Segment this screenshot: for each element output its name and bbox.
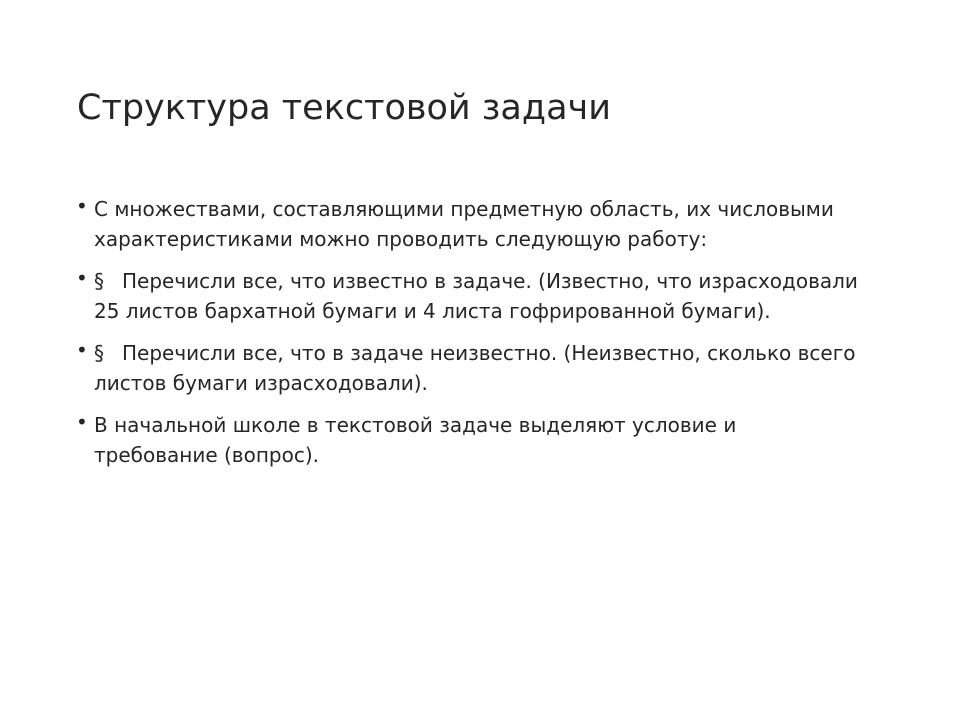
bullet-item — [76, 194, 866, 254]
section-marker: § — [94, 269, 104, 293]
section-marker: § — [94, 341, 104, 365]
bullet-list — [76, 194, 866, 482]
slide-title: Структура текстовой задачи — [77, 88, 611, 128]
bullet-item — [76, 266, 866, 326]
bullet-text: С множествами, составляющими предметную область, их числовыми характеристиками можно проводить следующую работу: — [94, 197, 834, 251]
bullet-item — [76, 338, 866, 398]
bullet-item — [76, 410, 866, 470]
bullet-text: В начальной школе в текстовой задаче выделяют условие и требование (вопрос). — [94, 413, 737, 467]
bullet-text: Перечисли все, что в задаче неизвестно. (Неизвестно, сколько всего листов бумаги израсходовали). — [94, 341, 856, 395]
bullet-text: Перечисли все, что известно в задаче. (Известно, что израсходовали 25 листов бархатной бумаги и 4 листа гофрированной бумаги). — [94, 269, 858, 323]
